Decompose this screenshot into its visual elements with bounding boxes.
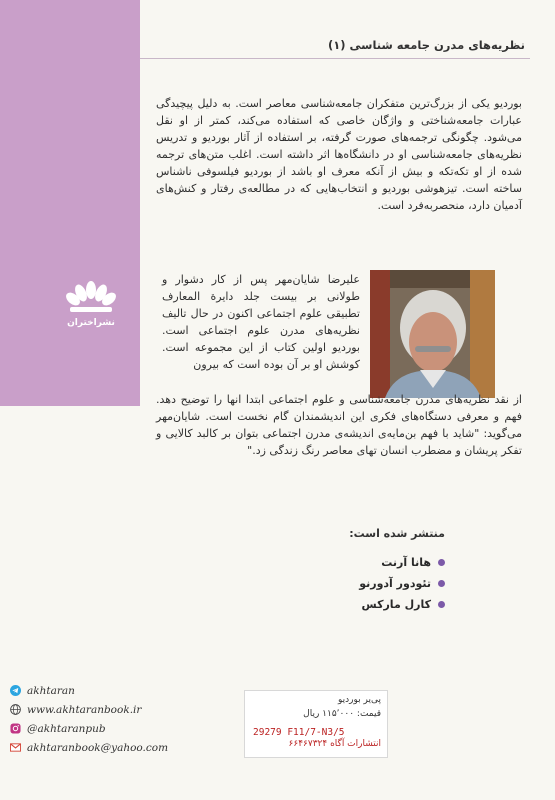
published-list [359,552,445,615]
description-paragraph: بوردیو یکی از بزرگ‌ترین متفکران جامعه‌شناسی معاصر است. به دلیل پیچیدگی عبارات جامعه‌شناختی و واژگان خاصی که استفاده می‌کند، کمتر از او نقل می‌شود. چگونگی ترجمه‌های صورت گرفته، بر استفاده از آثار بوردیو و تدریس نظریه‌های جامعه‌شناسی او در دانشگاه‌ها اثر داشته است. اغلب متن‌های ترجمه شده از او تکه‌تکه و بیش از آنکه معرف او باشد از بوردیو فیلسوفی ناشناس ساخته است. تیزهوشی بوردیو و انتخاب‌هایی که در مطالعه‌ی رفتار و کنش‌های آدمیان دارد، منحصربه‌فرد است. [156,97,522,212]
instagram-icon [10,723,21,734]
list-item: هانا آرنت [359,552,445,573]
author-photo [370,270,495,398]
sticker-code: 29279 F11/7-N3/5 [253,727,345,738]
bullet-icon [438,559,445,566]
book-flower-icon [66,280,116,316]
sticker-title: پی‌یر بوردیو [337,695,381,705]
price-sticker [244,690,388,758]
series-title: نظریه‌های مدرن جامعه شناسی (۱) [327,38,525,52]
contact-list [10,682,168,758]
published-heading: منتشر شده است: [349,527,445,540]
publisher-logo [62,280,120,328]
publisher-logo-text: نشراختران [67,318,115,328]
contact-website[interactable]: www.akhtaranbook.ir [10,701,168,718]
contact-email[interactable]: akhtaranbook@yahoo.com [10,739,168,756]
author-bio-paragraph: علیرضا شایان‌مهر پس از کار دشوار و طولانی بر بیست جلد دایرة المعارف تطبیقی علوم اجتماعی اکنون در حال تالیف نظریه‌های مدرن علوم اجتماعی است. بوردیو اولین کتاب از این مجموعه است. کوشش او بر آن بوده است که بیرون [162,273,360,371]
series-rule [140,58,530,59]
author-quote-paragraph: از نقد نظریه‌های مدرن جامعه‌شناسی و علوم اجتماعی ابتدا انها را توضیح دهد. فهم و معرفی دستگاه‌های فکری این اندیشمندان گام نخست است. شایان‌مهر می‌گوید: "شاید با فهم بن‌مایه‌ی اندیشه‌ی مدرن اجتماعی بتوان بر کالبد کالایی و تفکر پریشان و مضطرب انسان تهای معاصر رنگ زندگی زد." [156,393,522,457]
color-band [0,0,140,406]
globe-icon [10,704,21,715]
list-item: کارل مارکس [359,594,445,615]
sticker-distributor: انتشارات آگاه ۶۶۴۶۷۳۲۴ [288,739,381,749]
contact-instagram[interactable]: @akhtaranpub [10,720,168,737]
telegram-icon [10,685,21,696]
contact-telegram[interactable]: akhtaran [10,682,168,699]
bullet-icon [438,601,445,608]
bullet-icon [438,580,445,587]
mail-icon [10,742,21,753]
sticker-price: قیمت: ۱۱۵٬۰۰۰ ریال [303,709,381,719]
list-item: تئودور آدورنو [359,573,445,594]
